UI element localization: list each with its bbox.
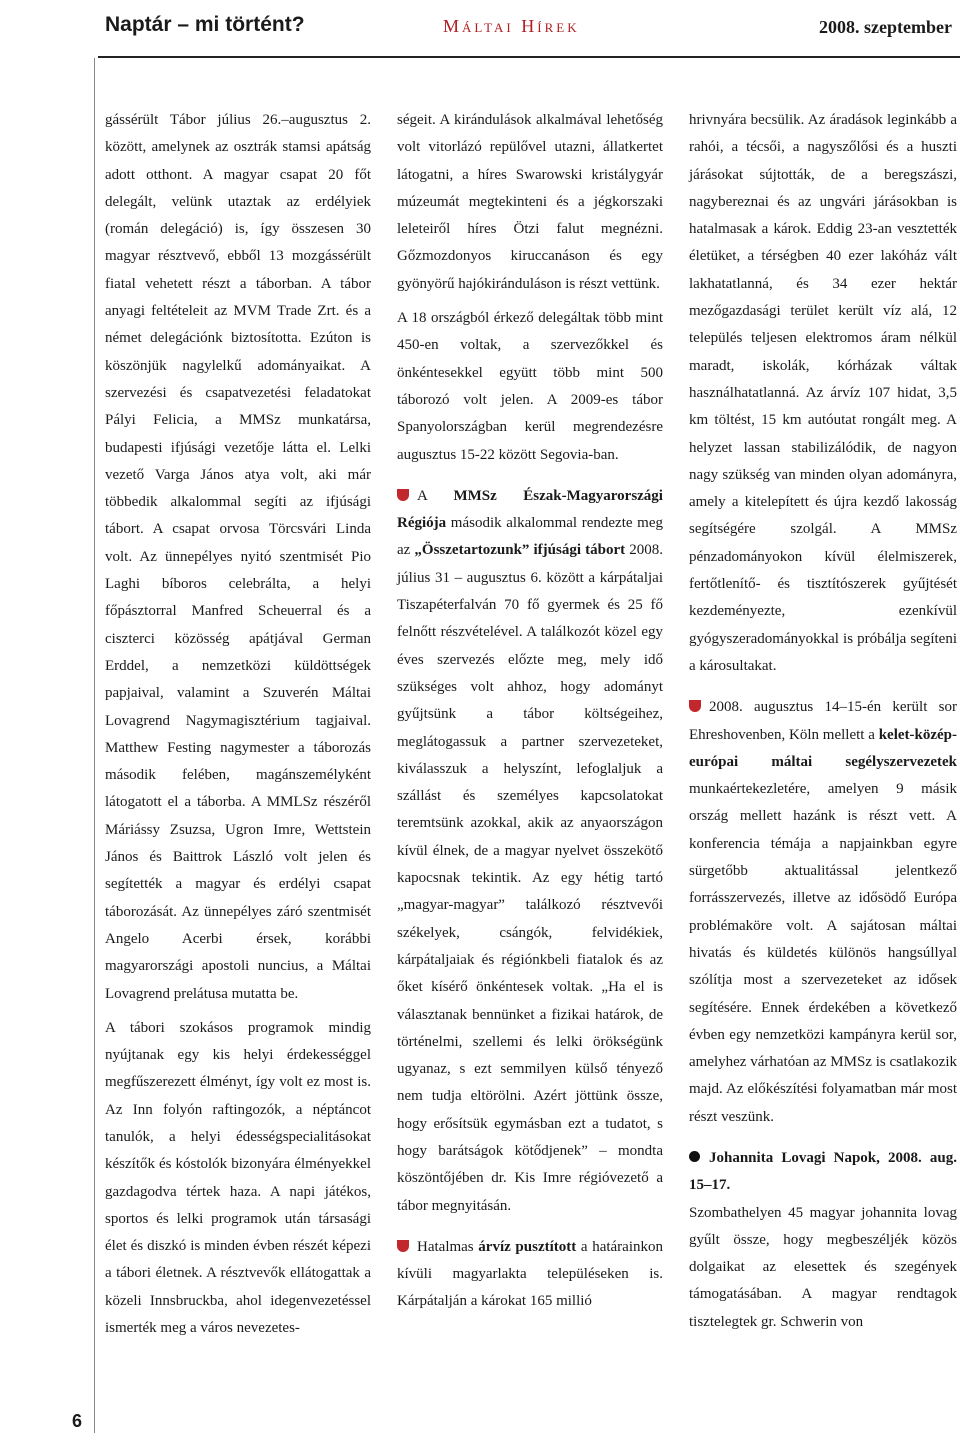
heart-bullet-icon — [397, 1240, 409, 1252]
text: munkaértekezletére, amelyen 9 másik ország mellett hazánk is részt vett. A konferencia témája a napjainkban egyre sürgetőbb aktualitással jelentkező forrásszervezés, illetve az idősödő Európa problémaköre volt. A sajátosan máltai hivatás és küldetés különös hangsúllyal szólítja most a szervezeteket az idősek segítésére. Ennek érdekében a következő évben egy nemzetközi kampányra kerül sor, amelyhez várhatóan az MMSz is csatlakozik majd. Az előkészítési folyamatban már most részt veszünk. — [689, 781, 957, 1125]
page-header — [0, 0, 960, 58]
paragraph: A 18 országból érkező delegáltak több mint 450-en voltak, a szervezőkkel és önkéntesekkel együtt több mint 500 táborozó volt jelen. A 2009-es tábor Spanyolországban kerül megrendezésre augusztus 15-22 között Segovia-ban. — [397, 310, 663, 463]
margin-rule — [94, 58, 95, 1433]
paragraph: gássérült Tábor július 26.–augusztus 2. között, amelynek az osztrák stamsi apátság adott otthont. A magyar csapat 20 főt delegált, velünk utaztak az erdélyiek (román delegáció) is, így összesen 30 magyar résztvevő, ebből 13 mozgássérült fiatal vehetett részt a táborban. A tábor anyagi feltételeit az MVM Trade Zrt. és a német delegációnk biztosította. Ezúton is köszönjük nagylelkű adományaikat. A szervezési és csapatvezetési feladatokat Pályi Felicia, a MMSz munkatársa, budapesti ifjúsági vezetője látta el. Lelki vezető Varga János atya volt, aki már többedik alkalommal segíti az ifjúsági tábort. A csapat orvosa Törcsvári Linda volt. Az ünnepélyes nyitó szentmisét Pio Laghi bíboros celebrálta, a helyi főpásztorral Manfred Scheuerral és a ciszterci közösség apátjával German Erddel, a nemzetközi küldöttségek papjaival, valamint a Szuverén Máltai Lovagrend Nagymagisztérium tagjaival. Matthew Festing nagymester a táborozás második felében, magánszemélyként látogatott el a táborba. A MMLSz részéről Máriássy Zsuzsa, Ugron Imre, Wettstein János és Baittrok László volt jelen és segítették a magyar és erdélyi csapat táborozását. Az ünnepélyes záró szentmisét Angelo Acerbi érsek, korábbi magyarországi apostoli nuncius, a Máltai Lovagrend prelátusa mutatta be. — [105, 112, 371, 1002]
text: 2008. augusztus 14–15-én került sor Ehreshovenben, Köln mellett a — [689, 699, 957, 743]
paragraph: Szombathelyen 45 magyar johannita lovag gyűlt össze, hogy megbeszéljék közös dolgaikat az elesettek és szegények támogatásában. A magyar rendtagok tisztelegtek gr. Schwerin von — [689, 1204, 957, 1330]
dot-bullet-icon — [689, 1151, 700, 1162]
bold-text: „Összetartozunk” ifjúsági tábort — [414, 542, 626, 559]
text: második alkalommal rendezte meg az — [397, 515, 663, 559]
column-3 — [689, 107, 957, 1343]
page-number: 6 — [72, 1411, 83, 1431]
paragraph: hrivnyára becsülik. Az áradások leginkább a rahói, a técsői, a nagyszőlősi és a huszti járásokat sújtották, de a beregszászi, nagybereznai és az ungvári járásokban is hatalmasak a károk. Eddig 23-an vesztették életüket, a térségben 40 ezer lakóház vált lakhatatlanná, és 34 ezer hektár mezőgazdasági terület került víz alá, 12 település teljesen elektromos áram nélkül maradt, iskolák, kórházak váltak használhatatlanná. Az árvíz 107 hidat, 3,5 km töltést, 15 km autóutat rongált meg. A helyzet lassan stabilizálódik, de nagyon nagy szükség van minden olyan adományra, amely a kitelepített és újra kezdő lakosság segítségére szolgál. A MMSz pénzadományokon kívül élelmiszerek, fertőtlenítő- és tisztítószerek gyűjtését kezdeményezte, ezenkívül gyógyszeradományokkal is próbálja segíteni a károsultakat. — [689, 112, 957, 674]
heart-bullet-icon — [689, 700, 701, 712]
header-rule — [98, 56, 960, 58]
news-item — [689, 694, 957, 1131]
news-item — [397, 1234, 663, 1316]
bold-text: árvíz pusztított — [478, 1238, 577, 1255]
publication-title: Máltai Hírek — [443, 16, 580, 36]
paragraph: ségeit. A kirándulások alkalmával lehetőség volt vitorlázó repülővel utazni, állatkertet látogatni, a híres Swarowski kristálygyár múzeumát megtekinteni és a jégkorszaki leleteiről híres Ötzi falut megnézni. Gőzmozdonyos kiruccanáson és egy gyönyörű hajókiránduláson is részt vettünk. — [397, 112, 663, 292]
text: a határainkon kívüli magyarlakta településeken is. Kárpátalján a károkat 165 millió — [397, 1238, 663, 1310]
text: A — [417, 487, 454, 504]
issue-date: 2008. szeptember — [819, 17, 952, 37]
column-2 — [397, 107, 663, 1323]
text: 2008. július 31 – augusztus 6. között a kárpátaljai Tiszapéterfalván 70 fő gyermek és 25 fő felnőtt részvételével. A találkozót közel egy éves szervezés előzte meg, mely idő szükséges volt ahhoz, hogy adományt gyűjtsünk a tábor költségeihez, meglátogassuk a partner szervezeteket, kiválasszuk a helyszínt, lefoglaljuk a szállást és személyes kapcsolatokat teremtsünk azokkal, akik az anyaországon kívül élnek, de a magyar nyelvet összekötő kapocsnak tekintik. Az egy hétig tartó „magyar-magyar” találkozó résztvevői székelyek, csángók, felvidékiek, kárpátaljaiak és régiónkbeli fiatalok és az őket kísérő önkéntesek voltak. „Ha el is választanak bennünket a fizikai határok, de történelmi, szellemi és lelki örökségünk ugyanaz, s ezt semmilyen külső tényező nem tudja eltörölni. Azért jöttünk össze, hogy erősítsük egymásban ezt a tudatot, s hogy barátságok kötődjenek” – mondta köszöntőjében dr. Kis Imre régióvezető a tábor megnyitásán. — [397, 542, 663, 1214]
bold-text: Johannita Lovagi Napok, 2008. aug. 15–17. — [689, 1149, 957, 1194]
news-item — [397, 483, 663, 1220]
text: Hatalmas — [417, 1238, 479, 1255]
bold-text: kelet-közép-európai máltai segélyszervezetek — [689, 726, 957, 770]
bold-text: MMSz Észak-Magyarországi Régiója — [397, 487, 663, 532]
paragraph: A tábori szokásos programok mindig nyújtanak egy kis helyi érdekességgel megfűszerezett élményt, így volt ez most is. Az Inn folyón raftingozók, a néptáncot tanulók, a helyi édességspecialitásokat készítők és kóstolók bizonyára élményekkel gazdagodva tértek haza. A napi játékos, sportos és lelki programok után társasági élet és diszkó is minden évben részét képezi a tábori életnek. A résztvevők ellátogattak a közeli Innsbruckba, ahol idegenvezetéssel ismerték meg a város nevezetes- — [105, 1019, 371, 1337]
news-item — [689, 1145, 957, 1200]
section-title: Naptár – mi történt? — [105, 13, 305, 36]
column-1 — [105, 107, 371, 1349]
heart-bullet-icon — [397, 489, 409, 501]
